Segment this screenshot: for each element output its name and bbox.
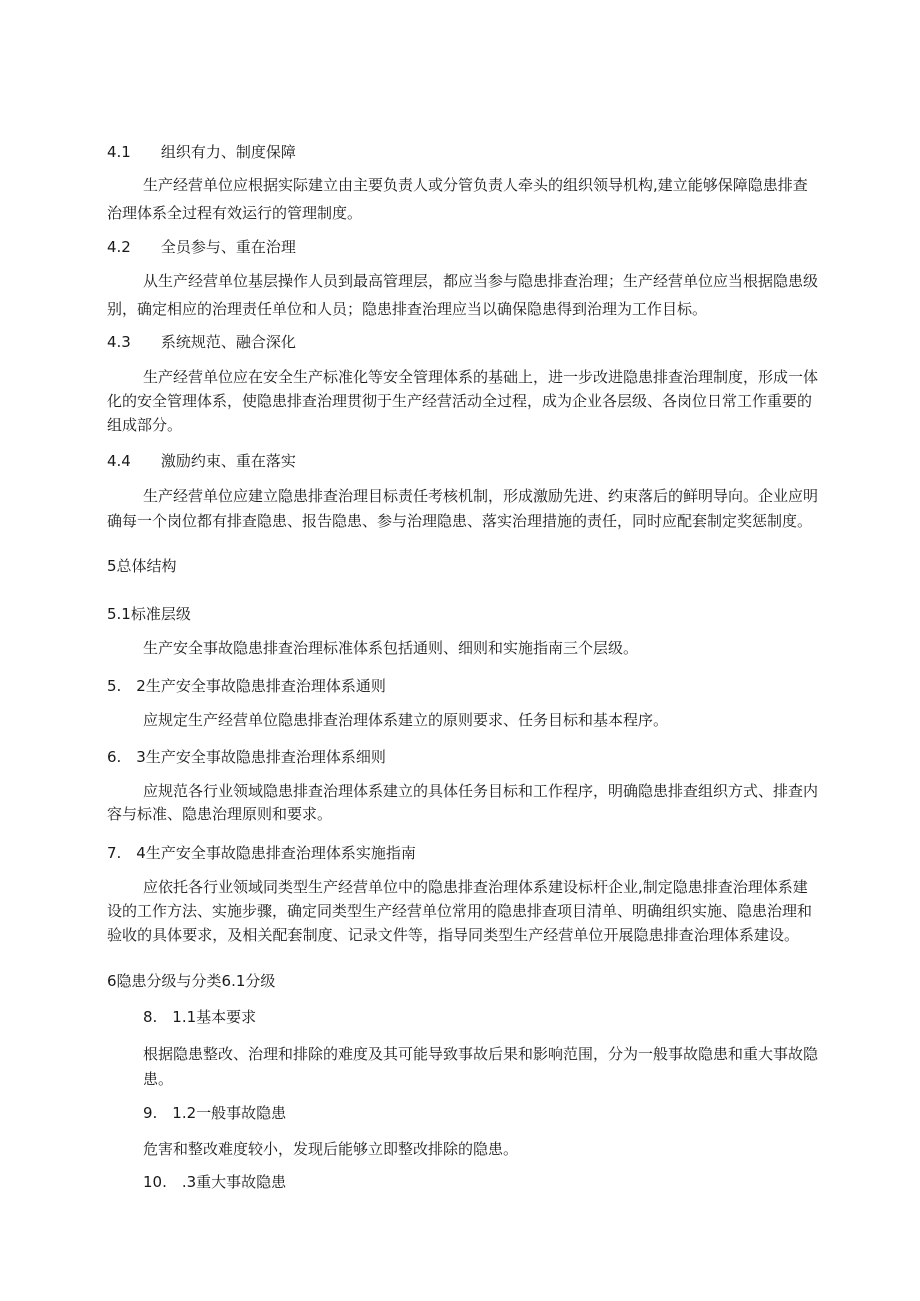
- section-heading-4-1: 4.1 组织有力、制度保障: [107, 143, 296, 161]
- section-heading-4-3: 4.3 系统规范、融合深化: [107, 333, 296, 351]
- section-heading-8: 8. 1.1基本要求: [143, 1008, 257, 1026]
- section-heading-7-4: 7. 4生产安全事故隐患排查治理体系实施指南: [107, 844, 416, 862]
- section-heading-5: 5总体结构: [107, 557, 177, 575]
- paragraph-line: 生产安全事故隐患排查治理标准体系包括通则、细则和实施指南三个层级。: [143, 639, 639, 657]
- paragraph-line: 确每一个岗位都有排查隐患、报告隐患、参与治理隐患、落实治理措施的责任，同时应配套制定奖惩制度。: [107, 512, 813, 530]
- paragraph-line: 化的安全管理体系，使隐患排查治理贯彻于生产经营活动全过程，成为企业各层级、各岗位日常工作重要的: [107, 392, 813, 410]
- paragraph-line: 生产经营单位应在安全生产标准化等安全管理体系的基础上，进一步改进隐患排查治理制度，形成一体: [143, 368, 819, 386]
- section-heading-5-2: 5. 2生产安全事故隐患排查治理体系通则: [107, 677, 386, 695]
- paragraph-line: 从生产经营单位基层操作人员到最高管理层，都应当参与隐患排查治理；生产经营单位应当根据隐患级: [143, 272, 819, 290]
- paragraph-line: 容与标准、隐患治理原则和要求。: [107, 805, 333, 823]
- paragraph-line: 治理体系全过程有效运行的管理制度。: [107, 204, 363, 222]
- section-heading-6: 6隐患分级与分类6.1分级: [107, 972, 276, 990]
- section-heading-4-2: 4.2 全员参与、重在治理: [107, 238, 296, 256]
- section-heading-10: 10. .3重大事故隐患: [143, 1173, 287, 1191]
- paragraph-line: 应规范各行业领域隐患排查治理体系建立的具体任务目标和工作程序，明确隐患排查组织方式、排查内: [143, 782, 819, 800]
- paragraph-line: 根据隐患整改、治理和排除的难度及其可能导致事故后果和影响范围，分为一般事故隐患和重大事故隐: [143, 1045, 819, 1063]
- paragraph-line: 验收的具体要求，及相关配套制度、记录文件等，指导同类型生产经营单位开展隐患排查治理体系建设。: [107, 926, 799, 944]
- paragraph-line: 生产经营单位应建立隐患排查治理目标责任考核机制，形成激励先进、约束落后的鲜明导向。企业应明: [143, 487, 819, 505]
- paragraph-line: 设的工作方法、实施步骤，确定同类型生产经营单位常用的隐患排查项目清单、明确组织实施、隐患治理和: [107, 902, 813, 920]
- paragraph-line: 应规定生产经营单位隐患排查治理体系建立的原则要求、任务目标和基本程序。: [143, 711, 669, 729]
- paragraph-line: 危害和整改难度较小，发现后能够立即整改排除的隐患。: [143, 1140, 519, 1158]
- paragraph-line: 组成部分。: [107, 416, 183, 434]
- paragraph-line: 别，确定相应的治理责任单位和人员；隐患排查治理应当以确保隐患得到治理为工作目标。: [107, 300, 708, 318]
- paragraph-line: 应依托各行业领域同类型生产经营单位中的隐患排查治理体系建设标杆企业,制定隐患排查治理体系建: [143, 878, 808, 896]
- section-heading-9: 9. 1.2一般事故隐患: [143, 1104, 287, 1122]
- section-heading-5-1: 5.1标准层级: [107, 605, 191, 623]
- paragraph-line: 患。: [143, 1070, 174, 1088]
- section-heading-4-4: 4.4 激励约束、重在落实: [107, 452, 296, 470]
- section-heading-6-3: 6. 3生产安全事故隐患排查治理体系细则: [107, 748, 386, 766]
- paragraph-line: 生产经营单位应根据实际建立由主要负责人或分管负责人牵头的组织领导机构,建立能够保障隐患排查: [143, 176, 808, 194]
